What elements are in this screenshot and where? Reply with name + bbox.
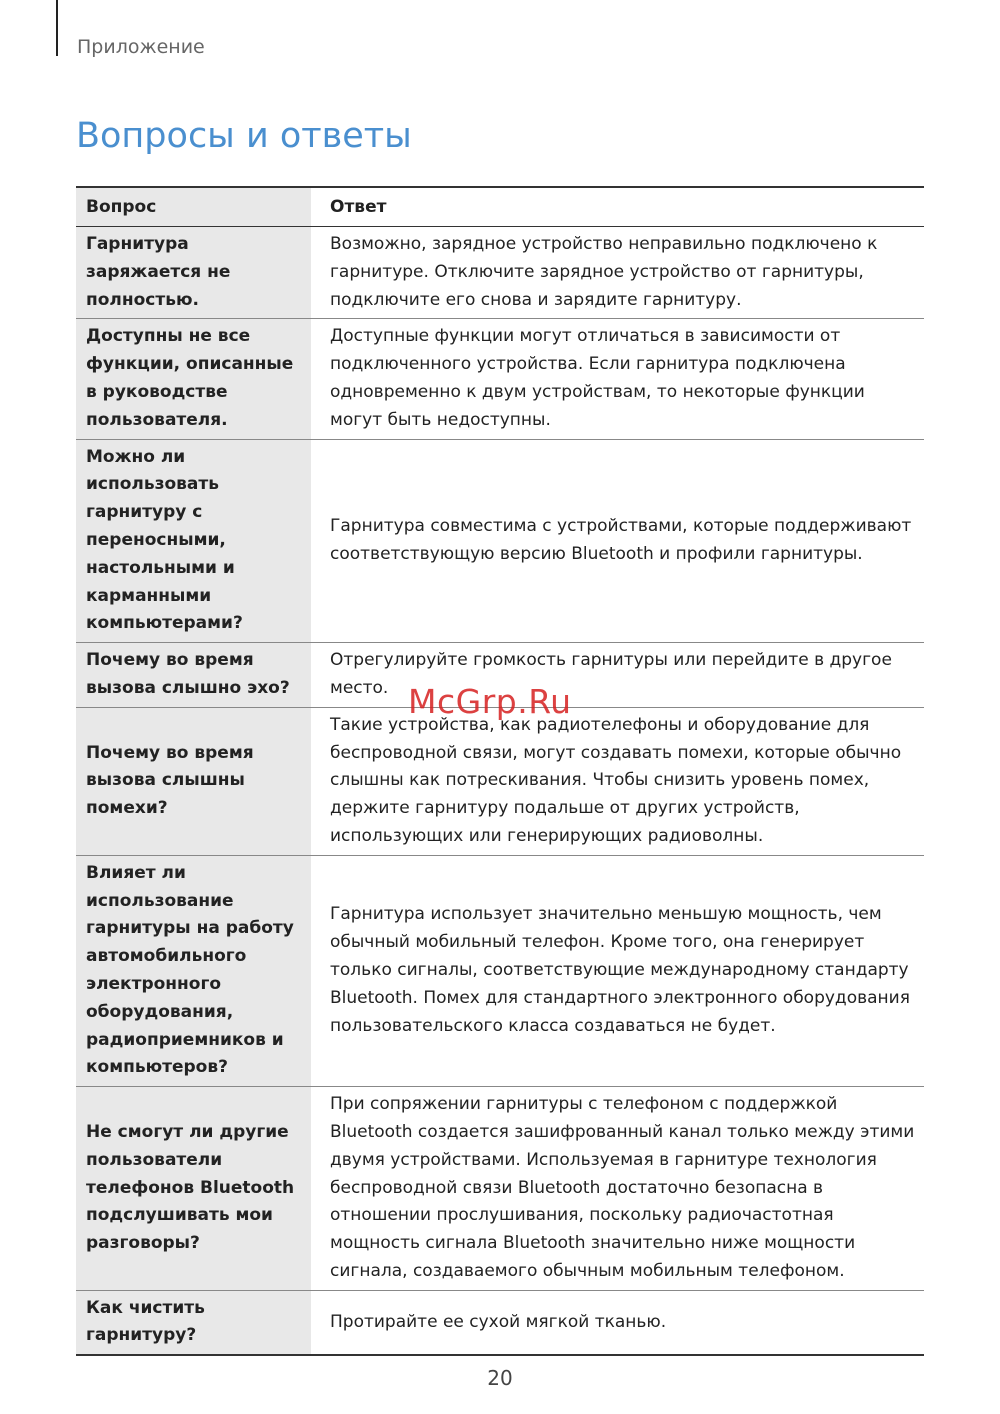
question-cell: Почему во время вызова слышны помехи? bbox=[76, 707, 311, 855]
answer-cell: Протирайте ее сухой мягкой тканью. bbox=[311, 1290, 924, 1355]
question-cell: Можно ли использовать гарнитуру с переносными, настольными и карманными компьютерами? bbox=[76, 439, 311, 643]
table-header-row bbox=[76, 187, 924, 227]
answer-cell: Доступные функции могут отличаться в зависимости от подключенного устройства. Если гарнитура подключена одновременно к двум устройствам, то некоторые функции могут быть недоступны. bbox=[311, 319, 924, 439]
section-label: Приложение bbox=[77, 36, 205, 58]
faq-table bbox=[76, 186, 924, 1356]
answer-cell: Отрегулируйте громкость гарнитуры или перейдите в другое место. bbox=[311, 643, 924, 708]
table-row bbox=[76, 439, 924, 643]
question-cell: Влияет ли использование гарнитуры на работу автомобильного электронного оборудования, радиоприемников и компьютеров? bbox=[76, 855, 311, 1086]
question-cell: Гарнитура заряжается не полностью. bbox=[76, 227, 311, 319]
table-row bbox=[76, 227, 924, 319]
table-row bbox=[76, 643, 924, 708]
question-cell: Как чистить гарнитуру? bbox=[76, 1290, 311, 1355]
answer-column-header: Ответ bbox=[311, 187, 924, 227]
answer-cell: Такие устройства, как радиотелефоны и оборудование для беспроводной связи, могут создавать помехи, которые обычно слышны как потрескивания. Чтобы снизить уровень помех, держите гарнитуру подальше от других устройств, использующих или генерирующих радиоволны. bbox=[311, 707, 924, 855]
answer-cell: Возможно, зарядное устройство неправильно подключено к гарнитуре. Отключите зарядное устройство от гарнитуры, подключите его снова и зарядите гарнитуру. bbox=[330, 234, 878, 310]
answer-cell: Гарнитура использует значительно меньшую мощность, чем обычный мобильный телефон. Кроме того, она генерирует только сигналы, соответствующие международному стандарту Bluetooth. Помех для стандартного электронного оборудования пользовательского класса создаваться не будет. bbox=[311, 855, 924, 1086]
question-column-header: Вопрос bbox=[76, 187, 311, 227]
table-row bbox=[76, 1087, 924, 1291]
answer-cell: При сопряжении гарнитуры с телефоном с поддержкой Bluetooth создается зашифрованный канал только между этими двумя устройствами. Используемая в гарнитуре технология беспроводной связи Bluetooth достаточно безопасна в отношении прослушивания, поскольку радиочастотная мощность сигнала Bluetooth значительно ниже мощности сигнала, создаваемого обычным мобильным телефоном. bbox=[311, 1087, 924, 1291]
question-cell: Доступны не все функции, описанные в руководстве пользователя. bbox=[76, 319, 311, 439]
table-row bbox=[76, 319, 924, 439]
table-row bbox=[76, 1290, 924, 1355]
question-cell: Не смогут ли другие пользователи телефонов Bluetooth подслушивать мои разговоры? bbox=[76, 1087, 311, 1291]
page-number: 20 bbox=[487, 1366, 513, 1390]
watermark: McGrp.Ru bbox=[408, 682, 572, 721]
answer-cell: Гарнитура совместима с устройствами, которые поддерживают соответствующую версию Bluetooth и профили гарнитуры. bbox=[311, 439, 924, 643]
table-row bbox=[76, 707, 924, 855]
side-rule bbox=[56, 0, 58, 56]
page-title: Вопросы и ответы bbox=[76, 116, 412, 156]
table-row bbox=[76, 855, 924, 1086]
question-cell: Почему во время вызова слышно эхо? bbox=[76, 643, 311, 708]
